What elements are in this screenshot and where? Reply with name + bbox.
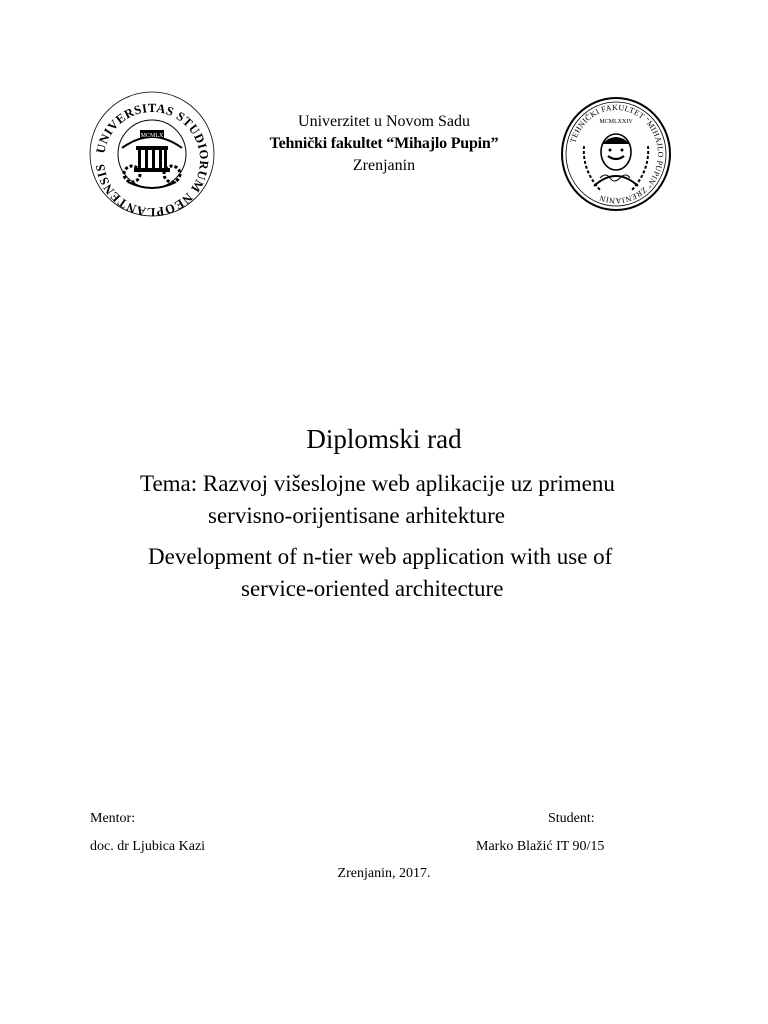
institution-header [234,111,534,177]
student-name: Marko Blažić IT 90/15 [476,839,605,854]
faculty-name: Tehnički fakultet “Mihajlo Pupin” [269,135,499,152]
faculty-seal-icon [560,96,672,212]
student-label: Student: [548,811,595,826]
seal-text-right: TEHNIČKI FAKULTET "MIHAJLO PUPIN" ZRENJANIN [568,102,666,206]
topic-english-line-1: Development of n-tier web application with use of [148,544,613,569]
topic-serbian-line-1: Tema: Razvoj višeslojne web aplikacije uz primenu [140,471,615,496]
mentor-name: doc. dr Ljubica Kazi [90,839,206,854]
mentor-label: Mentor: [90,811,136,826]
place-date: Zrenjanin, 2017. [337,866,431,881]
city-name: Zrenjanin [352,157,416,174]
seal-year-left: MCMLX [140,133,164,139]
seal-text-left: UNIVERSITAS STUDIORUM NEOPLANTENSIS [93,100,212,218]
topic-english-line-2: service-oriented architecture [241,576,504,601]
seal-year-right: MCMLXXIV [599,119,633,125]
university-seal-icon [88,90,216,218]
university-name: Univerzitet u Novom Sadu [298,113,470,130]
topic-serbian-line-2: servisno-orijentisane arhitekture [208,503,505,528]
thesis-title: Diplomski rad [306,424,462,454]
